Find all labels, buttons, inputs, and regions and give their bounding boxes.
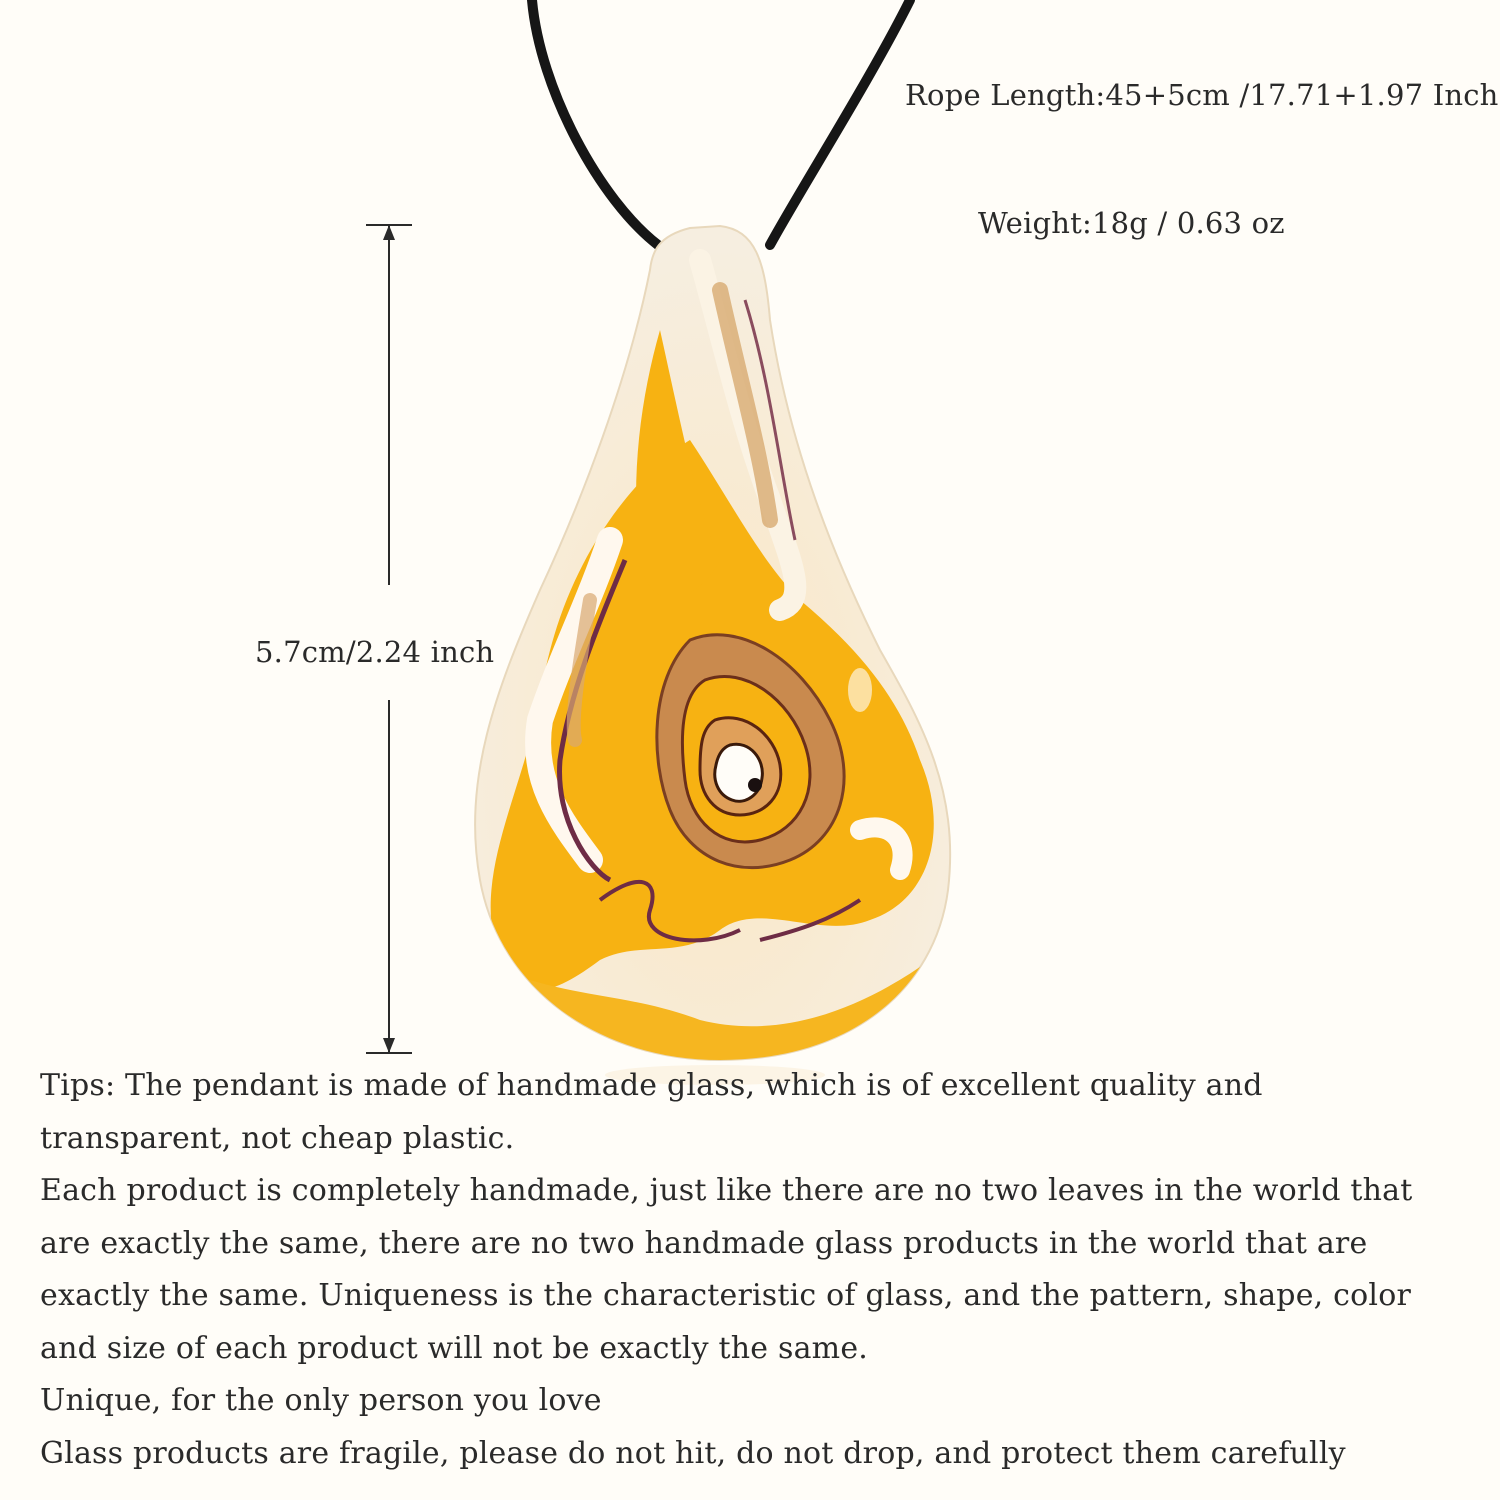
- tip-fragile: Glass products are fragile, please do not hit, do not drop, and protect them carefully: [40, 1435, 1346, 1471]
- tip-unique: Unique, for the only person you love: [40, 1383, 602, 1418]
- arrow-up-icon: [383, 225, 395, 240]
- tip-quality: Tips: The pendant is made of handmade glass, which is of excellent quality and transparent, not cheap plastic.: [40, 1068, 1263, 1156]
- arrow-down-icon: [383, 1038, 395, 1053]
- rope-length-spec: Rope Length:45+5cm /17.71+1.97 Inch: [905, 78, 1499, 112]
- necklace-cord: [532, 0, 910, 245]
- product-tips: [40, 1060, 1460, 1480]
- height-spec: 5.7cm/2.24 inch: [255, 635, 495, 669]
- tip-handmade: Each product is completely handmade, just like there are no two leaves in the world that are exactly the same, there are no two handmade glass products in the world that are exactly the same. Uniqueness is the characteristic of glass, and the pattern, shape, color and size of each product will not be exactly the same.: [40, 1173, 1413, 1366]
- weight-spec: Weight:18g / 0.63 oz: [978, 206, 1285, 240]
